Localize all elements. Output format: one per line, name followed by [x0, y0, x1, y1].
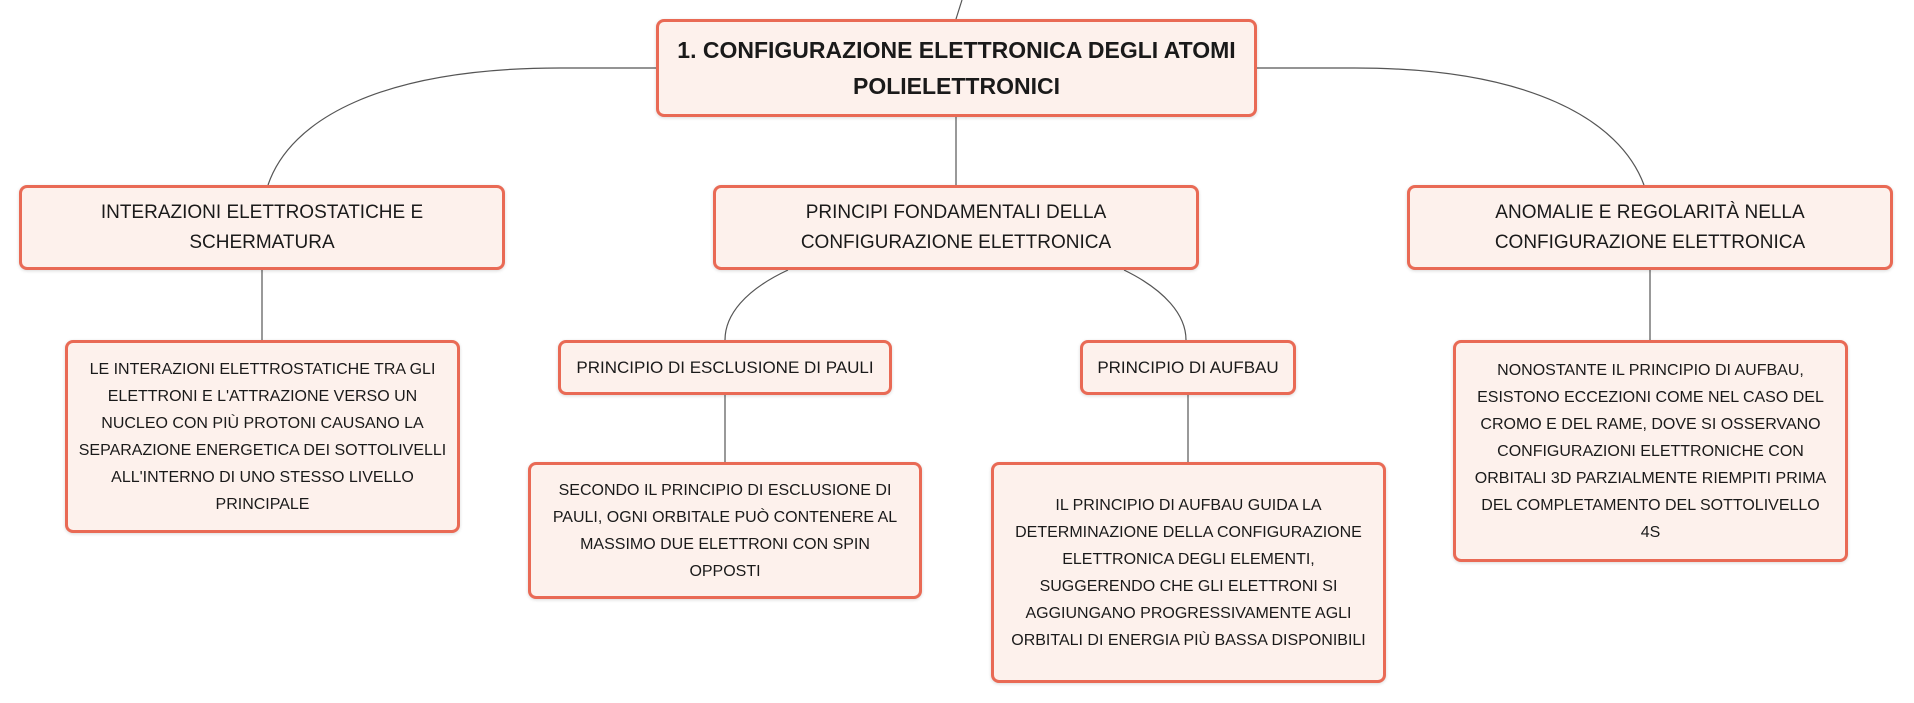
node-principio-pauli[interactable] — [558, 340, 892, 395]
node-interazioni-elettrostatiche[interactable] — [19, 185, 505, 270]
detail-aufbau-text: IL PRINCIPIO DI AUFBAU GUIDA LA DETERMINAZIONE DELLA CONFIGURAZIONE ELETTRONICA DEGLI ELEMENTI, SUGGERENDO CHE GLI ELETTRONI SI AGGIUNGANO PROGRESSIVAMENTE AGLI ORBITALI DI ENERGIA PIÙ BASSA DISPONIBILI — [1011, 496, 1366, 649]
detail-anomalie-text: NONOSTANTE IL PRINCIPIO DI AUFBAU, ESISTONO ECCEZIONI COME NEL CASO DEL CROMO E DEL RAME, DOVE SI OSSERVANO CONFIGURAZIONI ELETTRONICHE CON ORBITALI 3D PARZIALMENTE RIEMPITI PRIMA DEL COMPLETAMENTO DEL SOTTOLIVELLO 4S — [1474, 361, 1827, 541]
detail-anomalie[interactable] — [1453, 340, 1848, 562]
node-aufbau-text: PRINCIPIO DI AUFBAU — [1097, 357, 1279, 377]
connector-root-parent — [956, 0, 962, 19]
detail-interazioni[interactable] — [65, 340, 460, 533]
root-node-text: 1. CONFIGURAZIONE ELETTRONICA DEGLI ATOMI POLIELETTRONICI — [677, 37, 1236, 99]
connector-root-to-interazioni — [268, 68, 656, 185]
detail-interazioni-text: LE INTERAZIONI ELETTROSTATICHE TRA GLI ELETTRONI E L'ATTRAZIONE VERSO UN NUCLEO CON PIÙ PROTONI CAUSANO LA SEPARAZIONE ENERGETICA DEI SOTTOLIVELLI ALL'INTERNO DI UNO STESSO LIVELLO PRINCIPALE — [78, 360, 447, 513]
node-principi-fondamentali[interactable] — [713, 185, 1199, 270]
detail-pauli[interactable] — [528, 462, 922, 599]
detail-pauli-text: SECONDO IL PRINCIPIO DI ESCLUSIONE DI PAULI, OGNI ORBITALE PUÒ CONTENERE AL MASSIMO DUE ELETTRONI CON SPIN OPPOSTI — [552, 481, 898, 580]
connector-root-to-anomalie — [1257, 68, 1644, 185]
detail-aufbau[interactable] — [991, 462, 1386, 683]
connector-principi-to-aufbau — [1124, 270, 1186, 340]
connector-principi-to-pauli — [725, 270, 788, 340]
root-node[interactable] — [656, 19, 1257, 117]
node-principio-aufbau[interactable] — [1080, 340, 1296, 395]
node-pauli-text: PRINCIPIO DI ESCLUSIONE DI PAULI — [576, 357, 874, 377]
node-anomalie-regolarita[interactable] — [1407, 185, 1893, 270]
node-anomalie-text: ANOMALIE E REGOLARITÀ NELLA CONFIGURAZIONE ELETTRONICA — [1494, 201, 1806, 253]
node-interazioni-text: INTERAZIONI ELETTROSTATICHE E SCHERMATURA — [100, 201, 424, 253]
node-principi-text: PRINCIPI FONDAMENTALI DELLA CONFIGURAZIONE ELETTRONICA — [800, 201, 1112, 253]
